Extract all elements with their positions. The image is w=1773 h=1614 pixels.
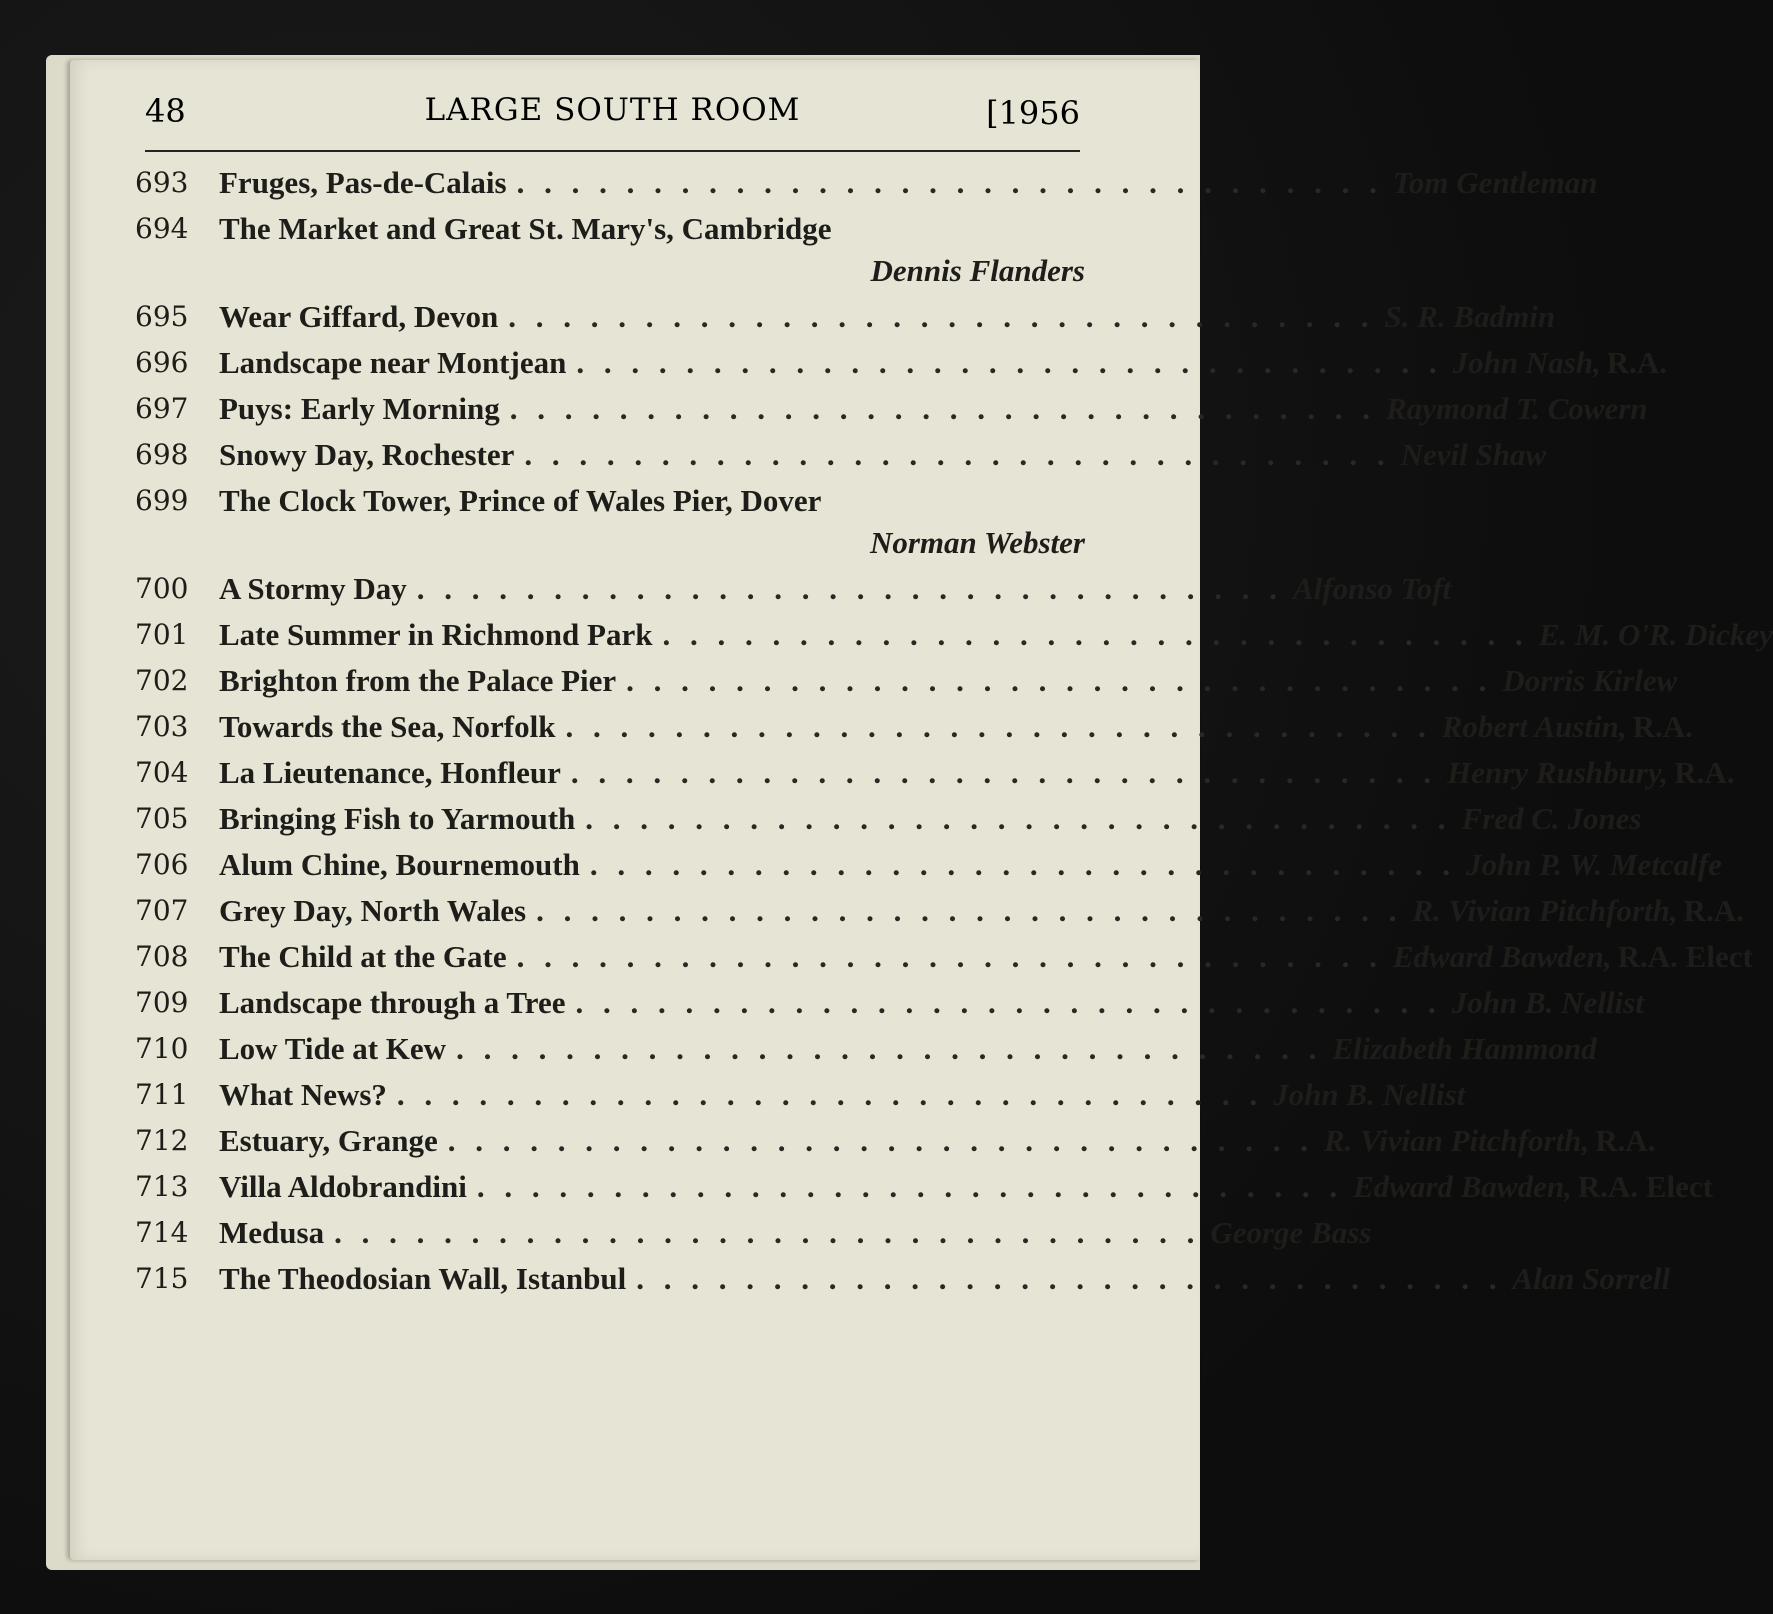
catalogue-entry [135,842,1722,888]
entry-title: Villa Aldobrandini [219,1169,467,1204]
entry-body [219,934,1753,980]
entry-body [219,1210,1371,1256]
page-title: LARGE SOUTH ROOM [424,92,801,128]
catalogue-entry [135,888,1744,934]
entry-title: Late Summer in Richmond Park [219,617,653,652]
entry-artist: Norman Webster [869,525,1085,560]
entry-artist-line [219,524,1085,562]
entry-line [219,432,1546,478]
entry-title: The Child at the Gate [219,939,507,974]
entry-body [219,1256,1670,1302]
dot-leader: . . . . . . . . . . . . . . . . . . . . . . . . . . . . . . . . [516,939,1383,974]
entry-title: Medusa [219,1215,325,1250]
entry-body [219,1072,1465,1118]
dot-leader: . . . . . . . . . . . . . . . . . . . . . . . . . . . . . . . . [508,299,1375,334]
entry-title: The Theodosian Wall, Istanbul [219,1261,627,1296]
entry-number: 702 [135,664,189,697]
entry-number: 700 [135,572,189,605]
entry-honour: R.A. Elect [1577,1169,1713,1204]
entry-line [219,294,1555,340]
entry-artist: John P. W. Metcalfe [1466,847,1722,882]
entry-artist: S. R. Badmin [1384,299,1556,334]
entry-line [219,612,1773,658]
catalogue-entry [135,478,1085,566]
entry-title: Towards the Sea, Norfolk [219,709,556,744]
entry-body [219,160,1598,206]
dot-leader: . . . . . . . . . . . . . . . . . . . . . . . . . . . . . . . . [589,847,1457,882]
entry-honour: R.A. [1595,1123,1656,1158]
entry-number: 695 [135,300,189,333]
entry-number: 696 [135,346,189,379]
catalogue-entry [135,1118,1656,1164]
entry-line [219,1072,1465,1118]
entry-number: 705 [135,802,189,835]
header-rule [145,150,1080,152]
entry-line [219,980,1644,1026]
entry-number: 713 [135,1170,189,1203]
entry-artist: R. Vivian Pitchforth, [1323,1123,1590,1158]
entry-title: Snowy Day, Rochester [219,437,515,472]
entry-line [219,658,1677,704]
entry-title: What News? [219,1077,387,1112]
entry-number: 715 [135,1262,189,1295]
entry-number: 693 [135,166,189,199]
entry-title: Landscape near Montjean [219,345,567,380]
entry-artist: Dennis Flanders [870,253,1085,288]
entry-honour: R.A. [1683,893,1744,928]
catalogue-entry [135,612,1773,658]
catalogue-entry [135,294,1556,340]
dot-leader: . . . . . . . . . . . . . . . . . . . . . . . . . . . . . . . . [456,1031,1323,1066]
catalogue-entry [135,386,1648,432]
entry-title: A Stormy Day [219,571,407,606]
entry-honour: R.A. [1632,709,1693,744]
catalogue-entry [135,750,1735,796]
entry-line [219,478,1085,524]
dot-leader: . . . . . . . . . . . . . . . . . . . . . . . . . . . . . . . . [509,391,1376,426]
entry-artist: Alfonso Toft [1292,571,1452,606]
entry-number: 708 [135,940,189,973]
entry-number: 710 [135,1032,189,1065]
entry-body [219,206,1085,294]
entry-number: 703 [135,710,189,743]
dot-leader: . . . . . . . . . . . . . . . . . . . . . . . . . . . . . . . . [334,1215,1201,1250]
entry-honour: R.A. [1606,345,1668,380]
dot-leader: . . . . . . . . . . . . . . . . . . . . . . . . . . . . . . . . [536,893,1403,928]
page-number: 48 [145,92,186,130]
page-header [145,92,1080,152]
entry-title: Alum Chine, Bournemouth [219,847,580,882]
entry-body [219,478,1085,566]
catalogue-entry [135,1026,1597,1072]
dot-leader: . . . . . . . . . . . . . . . . . . . . . . . . . . . . . . . . [662,617,1529,652]
entry-artist: John B. Nellist [1273,1077,1466,1112]
catalogue-entry [135,160,1598,206]
dot-leader: . . . . . . . . . . . . . . . . . . . . . . . . . . . . . . . . [524,437,1391,472]
catalogue-entry [135,704,1693,750]
catalogue-entry [135,934,1753,980]
entry-artist: John Nash, [1452,345,1601,380]
entry-line [219,1210,1371,1256]
dot-leader: . . . . . . . . . . . . . . . . . . . . . . . . . . . . . . . . [570,755,1438,790]
entry-line [219,842,1722,888]
entry-line [219,796,1642,842]
entry-title: Estuary, Grange [219,1123,438,1158]
entry-artist: Robert Austin, [1441,709,1627,744]
catalogue-entry [135,1210,1372,1256]
entry-line [219,934,1753,980]
entry-artist: Raymond T. Cowern [1385,391,1648,426]
entry-body [219,386,1648,432]
entry-artist: John B. Nellist [1451,985,1644,1020]
dot-leader: . . . . . . . . . . . . . . . . . . . . . . . . . . . . . . . . [396,1077,1264,1112]
entry-number: 704 [135,756,189,789]
entry-body [219,658,1677,704]
entry-body [219,888,1744,934]
dot-leader: . . . . . . . . . . . . . . . . . . . . . . . . . . . . . . . . [626,663,1493,698]
entry-artist: Alan Sorrell [1512,1261,1671,1296]
entry-number: 697 [135,392,189,425]
entry-title: Puys: Early Morning [219,391,500,426]
entry-artist: Nevil Shaw [1400,437,1547,472]
entry-body [219,340,1667,386]
entry-title: Bringing Fish to Yarmouth [219,801,576,836]
entry-line [219,160,1598,206]
entry-title: Brighton from the Palace Pier [219,663,617,698]
dot-leader: . . . . . . . . . . . . . . . . . . . . . . . . . . . . . . . . [516,165,1383,200]
entry-artist: Edward Bawden, [1392,939,1612,974]
entry-artist: Elizabeth Hammond [1332,1031,1597,1066]
dot-leader: . . . . . . . . . . . . . . . . . . . . . . . . . . . . . . . . [447,1123,1314,1158]
entry-body [219,1164,1713,1210]
catalogue-entry [135,658,1678,704]
entry-body [219,796,1642,842]
entry-artist: Henry Rushbury, [1447,755,1669,790]
entry-number: 711 [135,1078,189,1111]
entry-title: La Lieutenance, Honfleur [219,755,561,790]
entry-number: 712 [135,1124,189,1157]
entry-body [219,842,1722,888]
entry-line [219,888,1744,934]
entry-title: Low Tide at Kew [219,1031,447,1066]
entry-line [219,340,1667,386]
entry-artist: George Bass [1210,1215,1372,1250]
entry-number: 706 [135,848,189,881]
entry-number: 714 [135,1216,189,1249]
catalogue-entry [135,340,1668,386]
entry-title: Wear Giffard, Devon [219,299,499,334]
entry-line [219,704,1693,750]
entry-line [219,206,1085,252]
catalogue-entry [135,206,1085,294]
entry-artist: E. M. O'R. Dickey [1538,617,1773,652]
entry-line [219,566,1451,612]
entry-number: 707 [135,894,189,927]
entry-body [219,704,1693,750]
entry-line [219,386,1648,432]
entry-line [219,1256,1670,1302]
entry-body [219,1118,1656,1164]
entry-title: The Market and Great St. Mary's, Cambridge [219,211,832,246]
entry-list [135,160,1773,1302]
entry-line [219,1026,1597,1072]
entry-title: Grey Day, North Wales [219,893,527,928]
dot-leader: . . . . . . . . . . . . . . . . . . . . . . . . . . . . . . . . [636,1261,1503,1296]
entry-number: 709 [135,986,189,1019]
catalogue-entry [135,980,1644,1026]
entry-number: 698 [135,438,189,471]
entry-line [219,750,1734,796]
entry-title: Fruges, Pas-de-Calais [219,165,507,200]
entry-number: 701 [135,618,189,651]
catalogue-entry [135,1256,1671,1302]
dot-leader: . . . . . . . . . . . . . . . . . . . . . . . . . . . . . . . . [416,571,1283,606]
entry-honour: R.A. [1674,755,1735,790]
dot-leader: . . . . . . . . . . . . . . . . . . . . . . . . . . . . . . . . [576,345,1443,380]
dot-leader: . . . . . . . . . . . . . . . . . . . . . . . . . . . . . . . . [575,985,1442,1020]
entry-body [219,1026,1597,1072]
entry-body [219,432,1546,478]
entry-artist: Edward Bawden, [1353,1169,1572,1204]
entry-body [219,612,1773,658]
catalogue-entry [135,796,1642,842]
entry-line [219,1118,1656,1164]
catalogue-entry [135,432,1547,478]
entry-body [219,294,1555,340]
entry-title: Landscape through a Tree [219,985,566,1020]
entry-artist: Dorris Kirlew [1502,663,1678,698]
year-label: [1956 [986,94,1080,132]
dot-leader: . . . . . . . . . . . . . . . . . . . . . . . . . . . . . . . . [565,709,1432,744]
dot-leader: . . . . . . . . . . . . . . . . . . . . . . . . . . . . . . . . [476,1169,1344,1204]
dot-leader: . . . . . . . . . . . . . . . . . . . . . . . . . . . . . . . . [585,801,1452,836]
entry-artist: Tom Gentleman [1392,165,1598,200]
entry-honour: R.A. Elect [1617,939,1753,974]
entry-artist: R. Vivian Pitchforth, [1412,893,1678,928]
entry-artist: Fred C. Jones [1461,801,1642,836]
entry-body [219,750,1734,796]
entry-line [219,1164,1713,1210]
catalogue-entry [135,566,1452,612]
entry-number: 694 [135,212,189,245]
catalogue-entry [135,1072,1466,1118]
entry-artist-line [219,252,1085,290]
entry-body [219,980,1644,1026]
catalogue-entry [135,1164,1713,1210]
entry-title: The Clock Tower, Prince of Wales Pier, Dover [219,483,822,518]
entry-body [219,566,1451,612]
entry-number: 699 [135,484,189,517]
